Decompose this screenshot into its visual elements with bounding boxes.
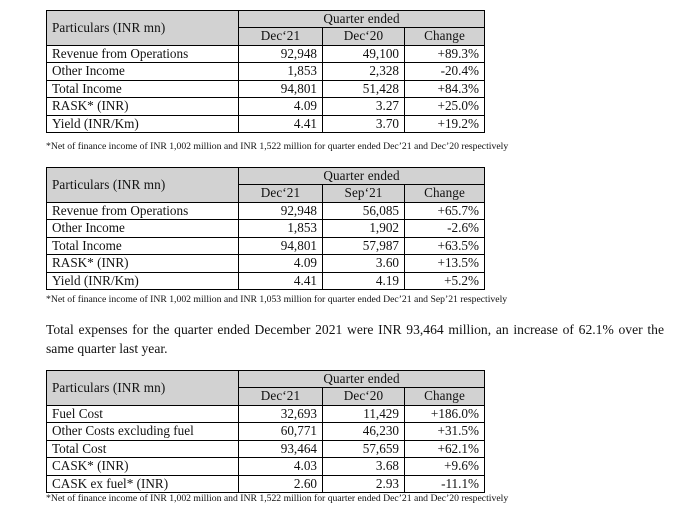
income-yoy-footnote: *Net of finance income of INR 1,002 million and INR 1,522 million for quarter ended Dec’21 and Dec’20 respectively bbox=[46, 141, 509, 152]
table-row bbox=[47, 115, 485, 133]
table-header bbox=[47, 371, 485, 406]
row-label: Revenue from Operations bbox=[47, 45, 239, 63]
header-quarter-ended: Quarter ended bbox=[239, 371, 485, 388]
header-particulars: Particulars (INR mn) bbox=[47, 168, 239, 203]
header-col-compare: Sep‘21 bbox=[323, 185, 405, 202]
header-row-group bbox=[47, 11, 485, 28]
header-particulars: Particulars (INR mn) bbox=[47, 371, 239, 406]
header-row-group bbox=[47, 168, 485, 185]
table-row bbox=[47, 80, 485, 98]
table-row bbox=[47, 458, 485, 476]
row-compare: 1,902 bbox=[323, 220, 405, 238]
row-current: 92,948 bbox=[239, 45, 323, 63]
table-header bbox=[47, 11, 485, 46]
row-compare: 56,085 bbox=[323, 202, 405, 220]
table-row bbox=[47, 45, 485, 63]
header-particulars: Particulars (INR mn) bbox=[47, 11, 239, 46]
header-col-change: Change bbox=[405, 28, 485, 45]
table-row bbox=[47, 237, 485, 255]
table-row bbox=[47, 272, 485, 290]
row-current: 2.60 bbox=[239, 475, 323, 493]
cost-yoy-table bbox=[46, 370, 485, 493]
row-change: +13.5% bbox=[405, 255, 485, 273]
income-qoq-footnote: *Net of finance income of INR 1,002 million and INR 1,053 million for quarter ended Dec’21 and Sep’21 respectively bbox=[46, 294, 508, 305]
header-quarter-ended: Quarter ended bbox=[239, 168, 485, 185]
header-row-group bbox=[47, 371, 485, 388]
row-current: 4.09 bbox=[239, 255, 323, 273]
row-label: CASK* (INR) bbox=[47, 458, 239, 476]
income-qoq-table-container bbox=[46, 167, 485, 290]
row-compare: 57,987 bbox=[323, 237, 405, 255]
row-compare: 46,230 bbox=[323, 423, 405, 441]
header-quarter-ended: Quarter ended bbox=[239, 11, 485, 28]
row-compare: 57,659 bbox=[323, 440, 405, 458]
table-body bbox=[47, 405, 485, 493]
table-row bbox=[47, 202, 485, 220]
expenses-paragraph: Total expenses for the quarter ended December 2021 were INR 93,464 million, an increase of 62.1% over the same quarter last year. bbox=[46, 322, 664, 357]
header-col-change: Change bbox=[405, 185, 485, 202]
table-header bbox=[47, 168, 485, 203]
row-compare: 51,428 bbox=[323, 80, 405, 98]
row-compare: 3.27 bbox=[323, 98, 405, 116]
table-row bbox=[47, 255, 485, 273]
row-compare: 2,328 bbox=[323, 63, 405, 81]
row-change: -11.1% bbox=[405, 475, 485, 493]
row-change: +89.3% bbox=[405, 45, 485, 63]
row-current: 4.41 bbox=[239, 272, 323, 290]
header-col-current: Dec‘21 bbox=[239, 28, 323, 45]
table-body bbox=[47, 45, 485, 133]
income-qoq-table bbox=[46, 167, 485, 290]
table-body bbox=[47, 202, 485, 290]
row-change: +186.0% bbox=[405, 405, 485, 423]
row-current: 94,801 bbox=[239, 80, 323, 98]
row-current: 94,801 bbox=[239, 237, 323, 255]
row-change: +9.6% bbox=[405, 458, 485, 476]
row-current: 4.09 bbox=[239, 98, 323, 116]
income-yoy-table bbox=[46, 10, 485, 133]
row-label: Other Income bbox=[47, 220, 239, 238]
table-row bbox=[47, 98, 485, 116]
cost-yoy-footnote: *Net of finance income of INR 1,002 million and INR 1,522 million for quarter ended Dec’21 and Dec’20 respectively bbox=[46, 493, 509, 504]
table-row bbox=[47, 63, 485, 81]
row-compare: 3.68 bbox=[323, 458, 405, 476]
row-label: Yield (INR/Km) bbox=[47, 272, 239, 290]
row-change: +31.5% bbox=[405, 423, 485, 441]
row-change: +63.5% bbox=[405, 237, 485, 255]
table-row bbox=[47, 405, 485, 423]
row-current: 1,853 bbox=[239, 220, 323, 238]
row-label: Yield (INR/Km) bbox=[47, 115, 239, 133]
table-row bbox=[47, 423, 485, 441]
row-compare: 49,100 bbox=[323, 45, 405, 63]
row-change: +5.2% bbox=[405, 272, 485, 290]
row-label: Revenue from Operations bbox=[47, 202, 239, 220]
row-label: Other Costs excluding fuel bbox=[47, 423, 239, 441]
row-label: CASK ex fuel* (INR) bbox=[47, 475, 239, 493]
row-compare: 3.70 bbox=[323, 115, 405, 133]
row-label: Total Income bbox=[47, 80, 239, 98]
row-compare: 3.60 bbox=[323, 255, 405, 273]
row-change: -20.4% bbox=[405, 63, 485, 81]
row-change: +84.3% bbox=[405, 80, 485, 98]
table-row bbox=[47, 440, 485, 458]
header-col-current: Dec‘21 bbox=[239, 185, 323, 202]
row-compare: 11,429 bbox=[323, 405, 405, 423]
row-label: Total Income bbox=[47, 237, 239, 255]
row-change: +25.0% bbox=[405, 98, 485, 116]
cost-yoy-table-container bbox=[46, 370, 485, 493]
row-label: Other Income bbox=[47, 63, 239, 81]
row-current: 92,948 bbox=[239, 202, 323, 220]
row-change: -2.6% bbox=[405, 220, 485, 238]
row-compare: 4.19 bbox=[323, 272, 405, 290]
row-change: +62.1% bbox=[405, 440, 485, 458]
header-col-change: Change bbox=[405, 388, 485, 405]
row-current: 32,693 bbox=[239, 405, 323, 423]
row-current: 4.41 bbox=[239, 115, 323, 133]
row-change: +19.2% bbox=[405, 115, 485, 133]
row-current: 4.03 bbox=[239, 458, 323, 476]
row-label: RASK* (INR) bbox=[47, 255, 239, 273]
income-yoy-table-container bbox=[46, 10, 485, 133]
row-current: 93,464 bbox=[239, 440, 323, 458]
header-col-current: Dec‘21 bbox=[239, 388, 323, 405]
row-label: Fuel Cost bbox=[47, 405, 239, 423]
row-label: RASK* (INR) bbox=[47, 98, 239, 116]
row-compare: 2.93 bbox=[323, 475, 405, 493]
row-current: 60,771 bbox=[239, 423, 323, 441]
row-change: +65.7% bbox=[405, 202, 485, 220]
header-col-compare: Dec‘20 bbox=[323, 388, 405, 405]
header-col-compare: Dec‘20 bbox=[323, 28, 405, 45]
row-current: 1,853 bbox=[239, 63, 323, 81]
table-row bbox=[47, 475, 485, 493]
table-row bbox=[47, 220, 485, 238]
row-label: Total Cost bbox=[47, 440, 239, 458]
